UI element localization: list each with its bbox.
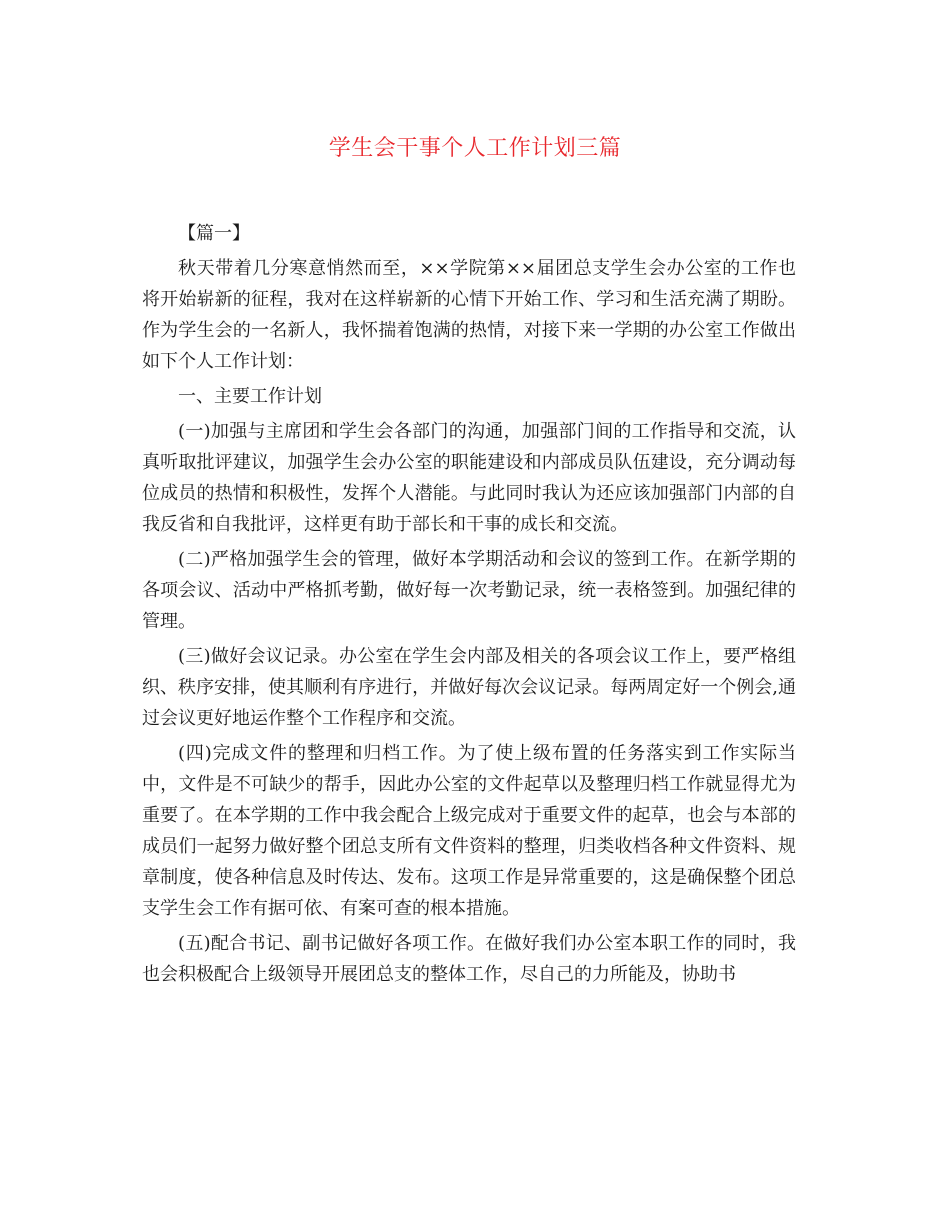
paragraph-item-2: (二)严格加强学生会的管理，做好本学期活动和会议的签到工作。在新学期的各项会议、活动中严格抓考勤，做好每一次考勤记录，统一表格签到。加强纪律的管理。 (142, 549, 796, 632)
paragraph-item-4: (四)完成文件的整理和归档工作。为了使上级布置的任务落实到工作实际当中，文件是不可缺少的帮手，因此办公室的文件起草以及整理归档工作就显得尤为重要了。在本学期的工作中我会配合上级完成对于重要文件的起草，也会与本部的成员们一起努力做好整个团总支所有文件资料的整理，归类收档各种文件资料、规章制度，使各种信息及时传达、发布。这项工作是异常重要的，这是确保整个团总支学生会工作有据可依、有案可查的根本措施。 (142, 743, 796, 919)
document-body (142, 218, 796, 990)
document-title: 学生会干事个人工作计划三篇 (328, 136, 622, 161)
paragraph-item-1: (一)加强与主席团和学生会各部门的沟通，加强部门间的工作指导和交流，认真听取批评建议，加强学生会办公室的职能建设和内部成员队伍建设，充分调动每位成员的热情和积极性，发挥个人潜能。与此同时我认为还应该加强部门内部的自我反省和自我批评，这样更有助于部长和干事的成长和交流。 (142, 421, 796, 535)
paragraph-item-5: (五)配合书记、副书记做好各项工作。在做好我们办公室本职工作的同时，我也会积极配合上级领导开展团总支的整体工作，尽自己的力所能及，协助书 (142, 933, 796, 985)
paragraph-intro: 秋天带着几分寒意悄然而至，××学院第××届团总支学生会办公室的工作也将开始崭新的征程，我对在这样崭新的心情下开始工作、学习和生活充满了期盼。作为学生会的一名新人，我怀揣着饱满的热情，对接下来一学期的办公室工作做出如下个人工作计划： (142, 258, 796, 372)
section-label: 【篇一】 (178, 223, 250, 244)
heading-main-plan: 一、主要工作计划 (178, 386, 322, 407)
paragraph-item-3: (三)做好会议记录。办公室在学生会内部及相关的各项会议工作上，要严格组织、秩序安排，使其顺利有序进行，并做好每次会议记录。每两周定好一个例会,通过会议更好地运作整个工作程序和交流。 (142, 646, 796, 729)
